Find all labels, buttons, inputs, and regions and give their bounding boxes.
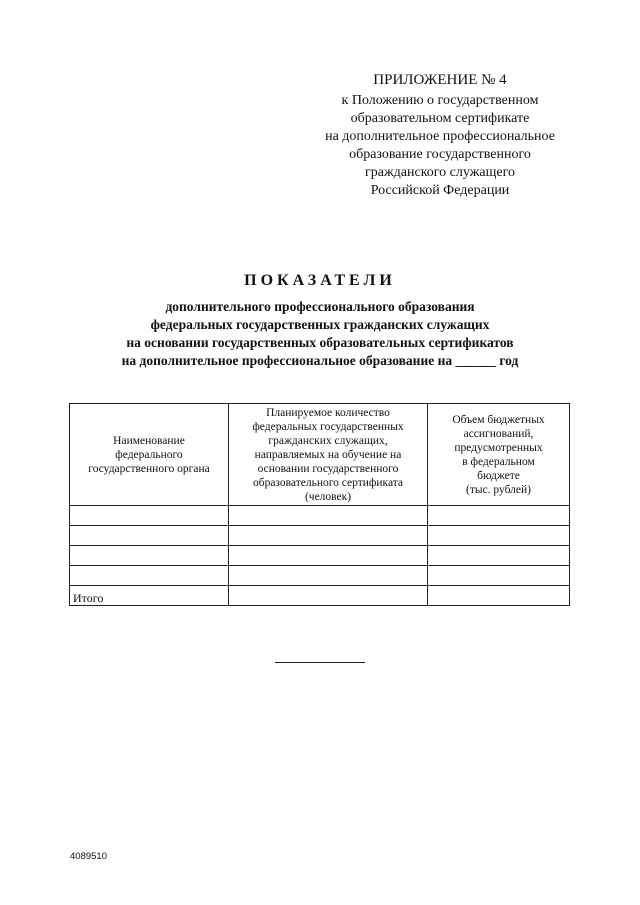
table-cell [428,566,570,586]
appendix-line: на дополнительное профессиональное [325,129,555,144]
document-subheading [0,298,640,370]
header-budget-volume [428,404,570,506]
subheading-line: на основании государственных образовательных сертификатов [126,335,514,350]
table-cell [70,506,229,526]
table-cell [428,526,570,546]
appendix-line: гражданского служащего [365,165,515,180]
document-heading: ПОКАЗАТЕЛИ [244,272,396,289]
header-line: (человек) [304,490,352,503]
document-id: 4089510 [70,851,107,862]
appendix-title: ПРИЛОЖЕНИЕ № 4 [373,72,507,88]
table-cell [428,506,570,526]
header-line: ассигнований, [463,427,534,440]
header-line: в федеральном [462,455,535,468]
header-line: федерального [115,448,183,461]
header-line: Планируемое количество [266,406,390,419]
header-line: Объем бюджетных [452,413,545,426]
header-planned-count [229,404,428,506]
header-line: Наименование [113,434,185,447]
appendix-line: Российской Федерации [370,183,510,198]
header-line: образовательного сертификата [252,476,404,489]
header-line: федеральных государственных [252,420,404,433]
appendix-line: образовательном сертификате [350,111,530,126]
table-header-row [70,404,570,506]
header-line: государственного органа [88,462,210,475]
indicators-table [69,403,570,606]
table-total-row [70,586,570,606]
appendix-block [300,70,580,200]
table-cell [229,566,428,586]
end-divider [275,662,365,663]
header-line: направляемых на обучение на [254,448,402,461]
appendix-line: к Положению о государственном [341,93,539,108]
table-cell [70,546,229,566]
header-line: предусмотренных [454,441,543,454]
header-line: бюджете [477,469,520,482]
table-cell [428,546,570,566]
table-cell [229,586,428,606]
header-organ-name [70,404,229,506]
header-line: (тыс. рублей) [465,483,532,496]
table-cell [70,566,229,586]
subheading-line: дополнительного профессионального образования [165,299,475,314]
table-cell [70,526,229,546]
table-cell [229,546,428,566]
total-label: Итого [70,586,229,606]
table-row [70,566,570,586]
header-line: гражданских служащих, [268,434,388,447]
table-row [70,546,570,566]
subheading-line: на дополнительное профессиональное образование на ______ год [121,353,519,368]
table-cell [229,526,428,546]
table-row [70,526,570,546]
subheading-line: федеральных государственных гражданских служащих [150,317,490,332]
table-row [70,506,570,526]
table-cell [229,506,428,526]
table-cell [428,586,570,606]
header-line: основании государственного [257,462,399,475]
appendix-line: образование государственного [349,147,531,162]
